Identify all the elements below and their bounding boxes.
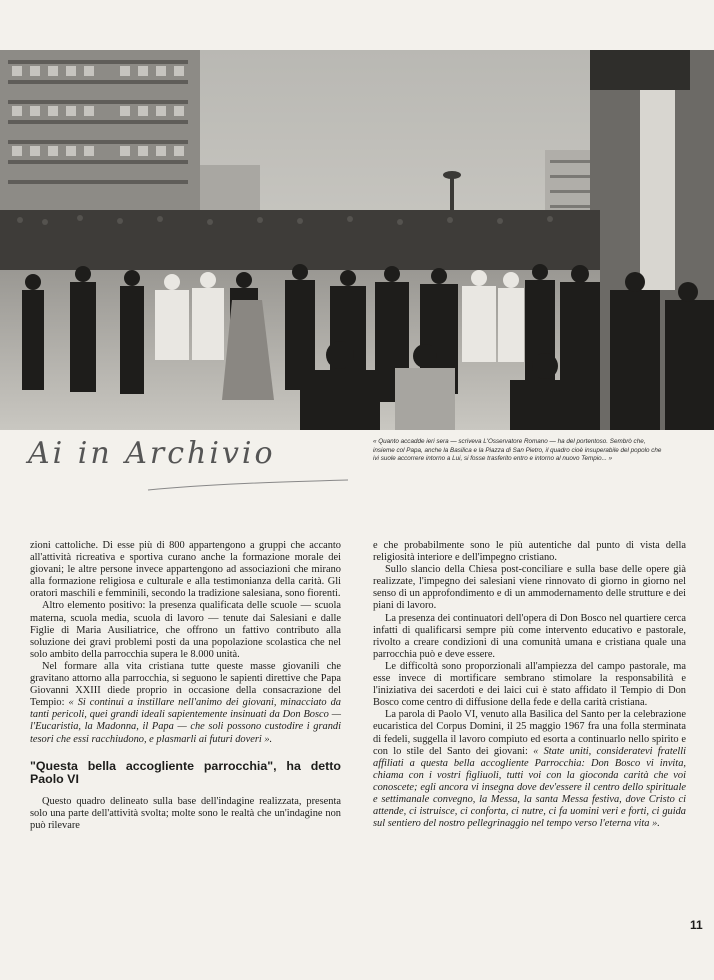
giovanni-xxiii-quote: « Si continui a instillare nell'animo dei giovani, minacciato da tanti pericoli, quei grandi ideali sapientemente insinuati da Don Bosco — l'Eucaristia, la Madonna, il Papa — che soli possono custodire i grandi tesori che essi racchiudono, e plasmarli ai futuri doveri ». xyxy=(30,697,341,745)
right-paragraph-2: Sullo slancio della Chiesa post-conciliare e sulla base delle opere già realizzate, l'impegno dei salesiani viene rinnovato di giorno in giorno nel senso di un approfondimento e di un ammodernamento delle strutture e dei piani di lavoro. xyxy=(373,564,686,612)
left-paragraph-1: zioni cattoliche. Di esse più di 800 appartengono a gruppi che accanto all'attività ricreativa e sportiva curano anche la formazione morale dei giovani; le altre persone invece appartengono ad associazioni che mirano alla formazione religiosa e culturale e alla testimonianza della carità. Gli oratori maschili e femminili, secondo la tradizione salesiana, sono fiorenti. xyxy=(30,540,341,600)
right-paragraph-3: La presenza dei continuatori dell'opera di Don Bosco nel quartiere cerca infatti di qualificarsi sempre più come intervento educativo e pastorale, rivolto a creare condizioni di una comunità umana e cristiana quale una parrocchia può e deve essere. xyxy=(373,612,686,660)
photo-caption xyxy=(373,438,665,464)
left-column xyxy=(30,540,341,832)
right-column xyxy=(373,540,686,830)
handwritten-annotation xyxy=(28,436,358,496)
handwriting-text: Ai in Archivio xyxy=(28,436,276,471)
left-paragraph-2: Altro elemento positivo: la presenza qualificata delle scuole — scuola materna, scuola media, scuola di lavoro — tenute dai Salesiani e dalle Figlie di Maria Ausiliatrice, che offrono un fattivo contributo alla soluzione dei gravi problemi posti da una popolazione scolastica che nel solo ambito della parrocchia supera le 8.000 unità. xyxy=(30,600,341,660)
left-paragraph-3-text: Nel formare alla vita cristiana tutte queste masse giovanili che gravitano attorno alla parrocchia, si seguono le sapienti direttive che Papa Giovanni XXIII diede proprio in occasione della consacrazione del Tempio: xyxy=(30,660,341,709)
caption-text: « Quanto accadde ieri sera — scriveva L'Osservatore Romano — ha del portentoso. Sembrò che, insieme col Papa, anche la Basilica e la Piazza di San Pietro, il quadro cioè insuperabile del popolo che ivi suole accorrere intorno a Lui, si fosse trasferito entro e intorno al nuovo Tempio... » xyxy=(373,438,662,463)
crowd-photograph xyxy=(0,50,714,430)
page-number: 11 xyxy=(690,918,703,932)
left-paragraph-4: Questo quadro delineato sulla base dell'indagine realizzata, presenta solo una parte dell'attività svolta; molte sono le realtà che un'indagine non può rilevare xyxy=(30,795,341,831)
right-paragraph-4: Le difficoltà sono proporzionali all'ampiezza del campo pastorale, ma esse invece di mortificare sembrano stimolare la responsabilità e l'iniziativa dei sacerdoti e dei laici cui è stato affidato il Tempio di Don Bosco come centro di diffusione della fede e della carità cristiana. xyxy=(373,660,686,709)
pen-stroke xyxy=(28,478,358,498)
photo-illustration xyxy=(0,50,714,430)
section-heading: "Questa bella accogliente parrocchia", ha detto Paolo VI xyxy=(30,758,341,786)
left-paragraph-3 xyxy=(30,661,341,746)
right-paragraph-1: e che probabilmente sono le più autentiche dal punto di vista della religiosità interiore e dell'impegno cristiano. xyxy=(373,540,686,564)
right-paragraph-5-text: La parola di Paolo VI, venuto alla Basilica del Santo per la celebrazione eucaristica del Corpus Domini, il 25 maggio 1967 fra una folla sterminata di fedeli, suggella il lavoro compiuto ed esorta a continuarlo nello spirito e con lo stile del Santo dei giovani: xyxy=(373,709,686,757)
paolo-vi-quote: « State uniti, consideratevi fratelli affiliati a questa bella accogliente Parrocchia: Don Bosco vi invita, chiama con i vostri figliuoli, tutti voi con la gioconda carità che voi conoscete; egli ancora vi insegna dove dev'essere il centro dello spirituale e settimanale convegno, la Messa, la santa Messa festiva, dove Cristo ci attende, ci istruisce, ci conforta, ci nutre, ci fa uomini veri e forti, ci guida sul sentiero del nostro pellegrinaggio nel tempo verso l'eterna vita ». xyxy=(373,745,686,830)
right-paragraph-5 xyxy=(373,709,686,830)
